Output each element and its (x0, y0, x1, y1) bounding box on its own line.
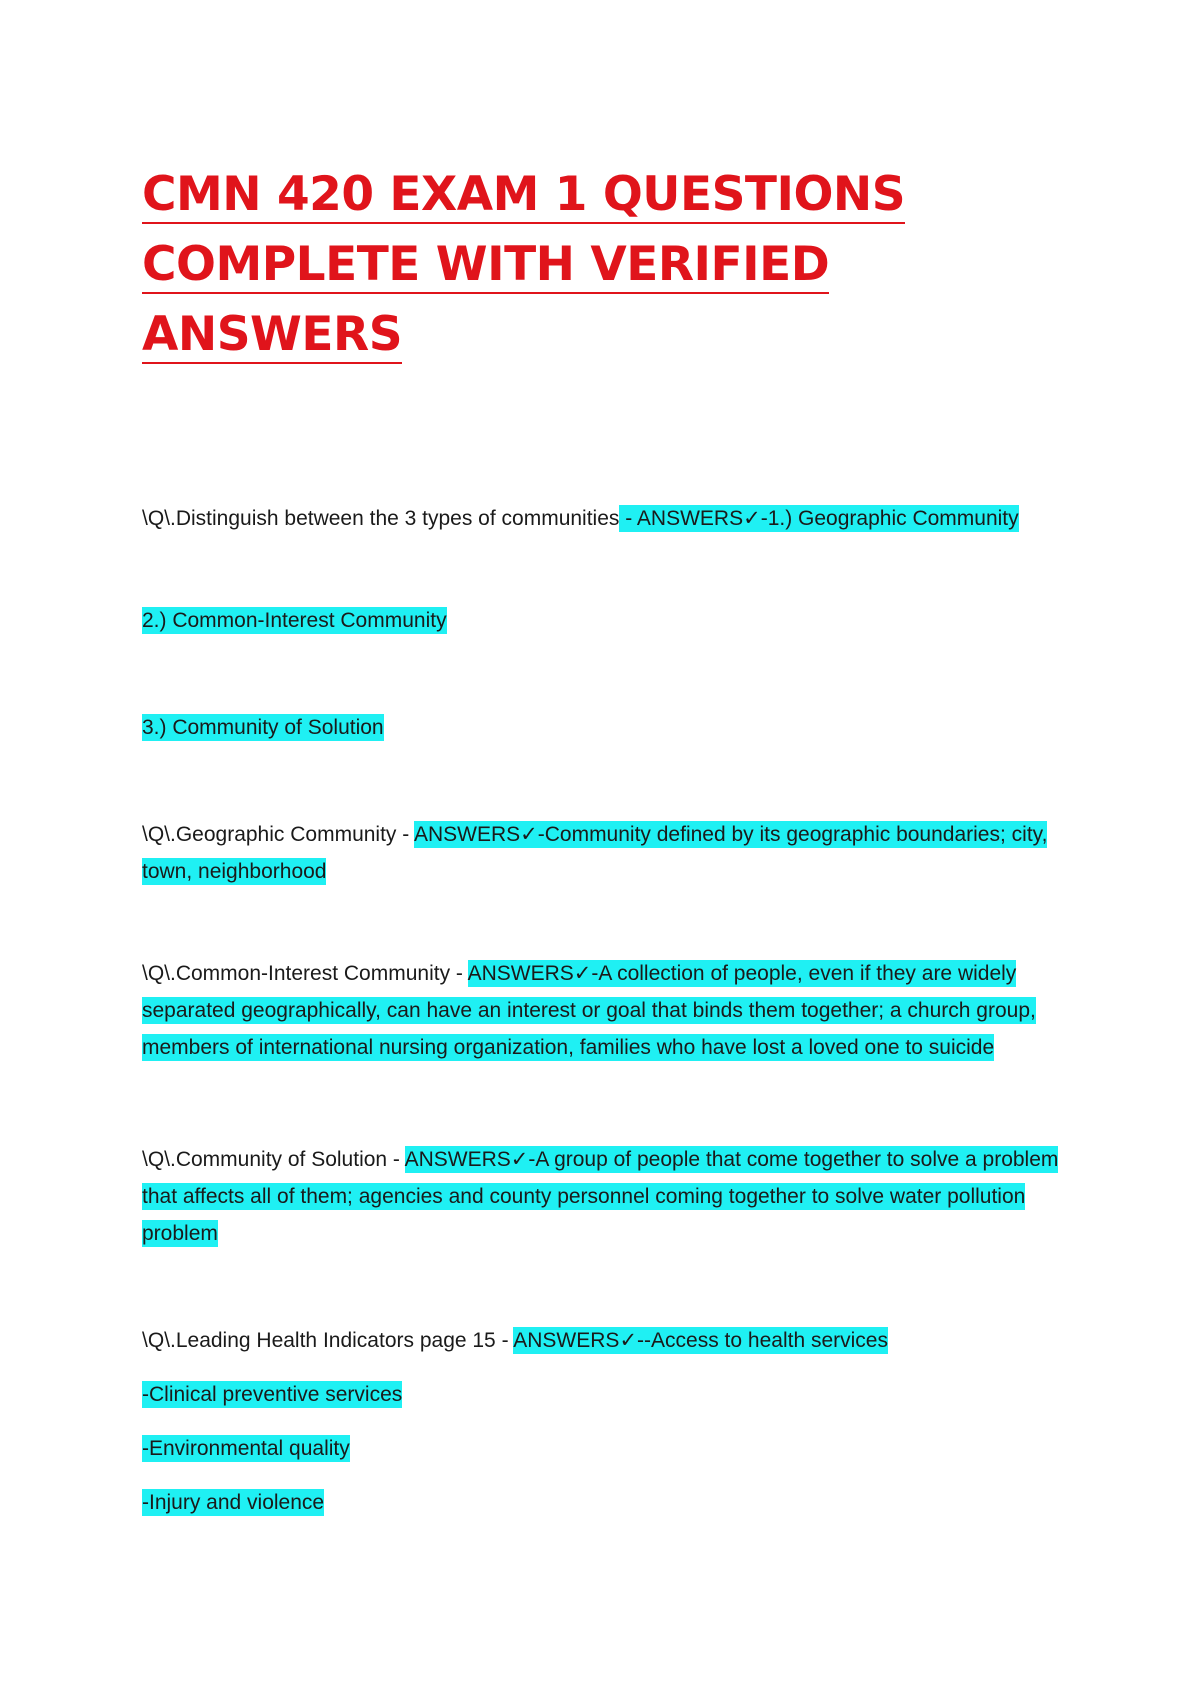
qa-item-community-of-solution (142, 1141, 1072, 1252)
answer-highlight (619, 505, 1018, 532)
answer-highlight: 3.) Community of Solution (142, 716, 384, 739)
answer-highlight: -Clinical preventive services (142, 1383, 403, 1406)
answer-text: -A collection of people, even if they are widely separated geographically, can have an interest or goal that binds them together; a church group, members of international nursing organization, families who have lost a loved one to suicide (142, 962, 1036, 1059)
question-text: \Q\.Distinguish between the 3 types of communities (142, 507, 620, 530)
check-icon: ✓ (619, 1329, 638, 1352)
answer-continuation (142, 602, 1072, 639)
answer-label: ANSWERS (513, 1329, 620, 1352)
answer-continuation (142, 1376, 1072, 1413)
check-icon: ✓ (743, 507, 761, 530)
question-text: \Q\.Common-Interest Community - (142, 962, 468, 985)
answer-highlight: 2.) Common-Interest Community (142, 609, 447, 632)
question-text: \Q\.Community of Solution - (142, 1148, 405, 1171)
answer-text: --Access to health services (637, 1329, 888, 1352)
title-line-2: COMPLETE WITH VERIFIED ANSWERS (142, 237, 830, 362)
qa-item-leading-health-indicators (142, 1322, 1072, 1359)
answer-text: -Community defined by its geographic boundaries; city, town, neighborhood (142, 823, 1048, 883)
question-text: \Q\.Geographic Community - (142, 823, 414, 846)
check-icon: ✓ (573, 962, 592, 985)
document-page (142, 160, 1072, 1514)
answer-text: -A group of people that come together to solve a problem that affects all of them; agencies and county personnel coming together to solve water pollution problem (142, 1148, 1059, 1245)
answer-highlight: -Environmental quality (142, 1437, 350, 1460)
qa-list (142, 500, 1072, 1538)
title-line-1: CMN 420 EXAM 1 QUESTIONS (142, 167, 906, 222)
qa-item-community-types (142, 500, 1072, 537)
answer-highlight (513, 1327, 888, 1354)
answer-continuation (142, 1430, 1072, 1467)
question-text: \Q\.Leading Health Indicators page 15 - (142, 1329, 514, 1352)
answer-label: ANSWERS (413, 823, 521, 846)
answer-text: -1.) Geographic Community (760, 507, 1019, 530)
check-icon: ✓ (510, 1148, 529, 1171)
answer-highlight: -Injury and violence (142, 1491, 325, 1514)
answer-label: ANSWERS (404, 1148, 511, 1171)
answer-continuation (142, 709, 1072, 746)
check-icon: ✓ (520, 823, 538, 846)
answer-label: ANSWERS (467, 962, 574, 985)
answer-continuation (142, 1484, 1072, 1521)
document-title (142, 160, 1072, 370)
answer-label: - ANSWERS (619, 507, 744, 530)
qa-item-common-interest-community (142, 955, 1072, 1066)
qa-item-geographic-community (142, 816, 1072, 890)
